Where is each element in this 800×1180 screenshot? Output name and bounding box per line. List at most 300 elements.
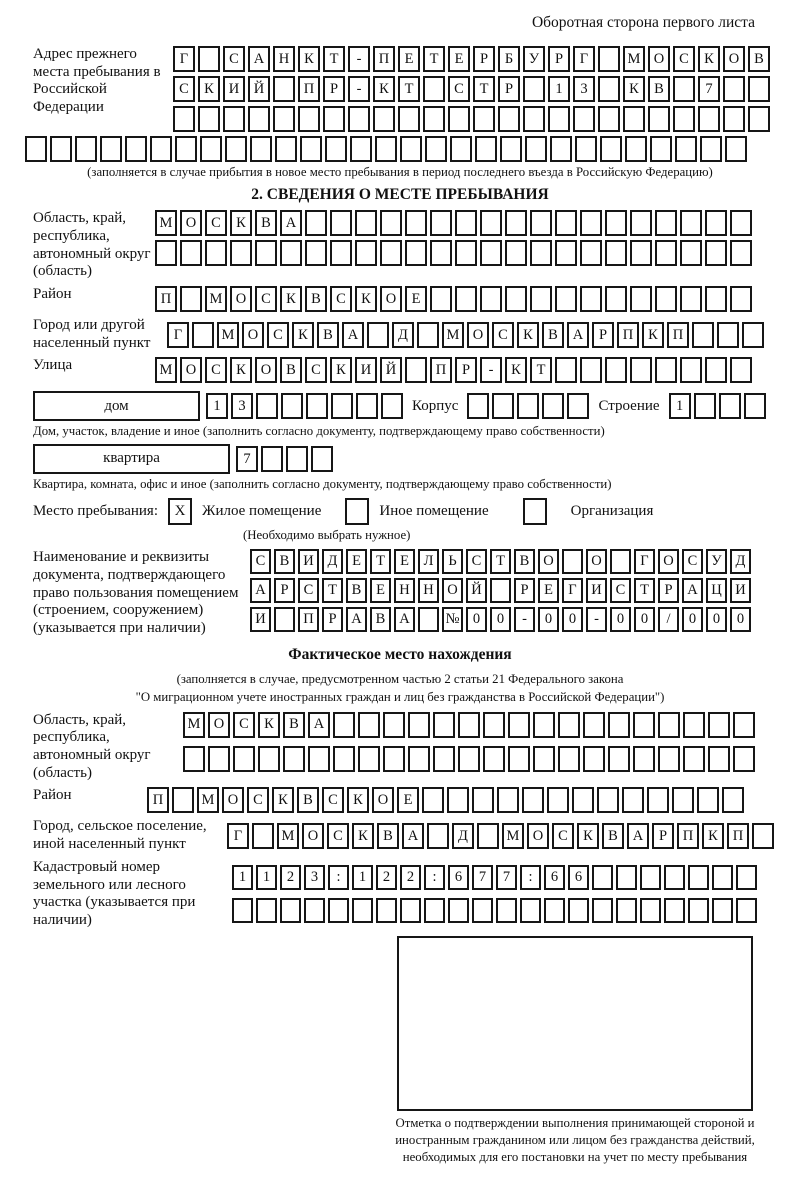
char-cell[interactable]	[308, 746, 330, 772]
char-cell[interactable]	[358, 712, 380, 738]
char-cell[interactable]: Р	[548, 46, 570, 72]
char-cell[interactable]	[597, 787, 619, 813]
char-cell[interactable]: А	[682, 578, 703, 603]
char-cell[interactable]: И	[298, 549, 319, 574]
char-cell[interactable]	[274, 607, 295, 632]
char-cell[interactable]: О	[230, 286, 252, 312]
char-cell[interactable]	[505, 210, 527, 236]
char-cell[interactable]	[230, 240, 252, 266]
char-cell[interactable]: П	[727, 823, 749, 849]
char-cell[interactable]: П	[430, 357, 452, 383]
char-cell[interactable]: О	[372, 787, 394, 813]
char-cell[interactable]: Н	[418, 578, 439, 603]
apartment-box[interactable]: квартира	[33, 444, 230, 474]
char-cell[interactable]	[530, 210, 552, 236]
char-cell[interactable]	[550, 136, 572, 162]
char-cell[interactable]	[723, 106, 745, 132]
char-cell[interactable]	[496, 898, 517, 923]
char-cell[interactable]	[508, 746, 530, 772]
char-cell[interactable]	[605, 357, 627, 383]
char-cell[interactable]: А	[402, 823, 424, 849]
char-cell[interactable]	[305, 240, 327, 266]
char-cell[interactable]: А	[346, 607, 367, 632]
char-cell[interactable]	[333, 746, 355, 772]
char-cell[interactable]	[623, 106, 645, 132]
char-cell[interactable]	[305, 210, 327, 236]
char-cell[interactable]	[688, 865, 709, 890]
char-cell[interactable]	[680, 240, 702, 266]
char-cell[interactable]	[542, 393, 564, 419]
char-cell[interactable]: С	[492, 322, 514, 348]
char-cell[interactable]: У	[523, 46, 545, 72]
char-cell[interactable]	[497, 787, 519, 813]
char-cell[interactable]	[381, 393, 403, 419]
char-cell[interactable]	[555, 210, 577, 236]
char-cell[interactable]: Д	[452, 823, 474, 849]
char-cell[interactable]: К	[352, 823, 374, 849]
char-cell[interactable]	[655, 286, 677, 312]
char-cell[interactable]	[325, 136, 347, 162]
char-cell[interactable]: С	[247, 787, 269, 813]
char-cell[interactable]: Л	[418, 549, 439, 574]
char-cell[interactable]	[455, 286, 477, 312]
char-cell[interactable]: 7	[496, 865, 517, 890]
char-cell[interactable]: 1	[352, 865, 373, 890]
char-cell[interactable]	[558, 712, 580, 738]
char-cell[interactable]	[250, 136, 272, 162]
char-cell[interactable]: 0	[730, 607, 751, 632]
char-cell[interactable]	[477, 823, 499, 849]
char-cell[interactable]	[616, 865, 637, 890]
char-cell[interactable]	[748, 106, 770, 132]
char-cell[interactable]	[373, 106, 395, 132]
char-cell[interactable]: И	[586, 578, 607, 603]
char-cell[interactable]	[300, 136, 322, 162]
char-cell[interactable]: А	[308, 712, 330, 738]
char-cell[interactable]: К	[577, 823, 599, 849]
char-cell[interactable]	[583, 712, 605, 738]
char-cell[interactable]	[555, 357, 577, 383]
char-cell[interactable]	[664, 865, 685, 890]
char-cell[interactable]	[475, 136, 497, 162]
char-cell[interactable]	[375, 136, 397, 162]
char-cell[interactable]	[622, 787, 644, 813]
char-cell[interactable]	[252, 823, 274, 849]
char-cell[interactable]: С	[552, 823, 574, 849]
char-cell[interactable]: 0	[466, 607, 487, 632]
char-cell[interactable]: Т	[370, 549, 391, 574]
char-cell[interactable]: В	[370, 607, 391, 632]
char-cell[interactable]: Е	[405, 286, 427, 312]
char-cell[interactable]: 2	[280, 865, 301, 890]
char-cell[interactable]	[580, 210, 602, 236]
char-cell[interactable]: /	[658, 607, 679, 632]
char-cell[interactable]	[480, 240, 502, 266]
char-cell[interactable]	[672, 787, 694, 813]
char-cell[interactable]	[523, 106, 545, 132]
char-cell[interactable]	[350, 136, 372, 162]
char-cell[interactable]	[417, 322, 439, 348]
char-cell[interactable]	[664, 898, 685, 923]
char-cell[interactable]	[490, 578, 511, 603]
char-cell[interactable]: Т	[530, 357, 552, 383]
char-cell[interactable]	[298, 106, 320, 132]
char-cell[interactable]	[400, 898, 421, 923]
char-cell[interactable]: С	[448, 76, 470, 102]
char-cell[interactable]: Р	[514, 578, 535, 603]
char-cell[interactable]: М	[502, 823, 524, 849]
char-cell[interactable]: -	[480, 357, 502, 383]
char-cell[interactable]	[75, 136, 97, 162]
char-cell[interactable]	[367, 322, 389, 348]
char-cell[interactable]: О	[538, 549, 559, 574]
char-cell[interactable]	[25, 136, 47, 162]
char-cell[interactable]: В	[283, 712, 305, 738]
char-cell[interactable]	[424, 898, 445, 923]
char-cell[interactable]: П	[617, 322, 639, 348]
char-cell[interactable]	[520, 898, 541, 923]
char-cell[interactable]	[730, 210, 752, 236]
char-cell[interactable]: К	[280, 286, 302, 312]
char-cell[interactable]: 7	[698, 76, 720, 102]
char-cell[interactable]: М	[217, 322, 239, 348]
char-cell[interactable]	[405, 240, 427, 266]
char-cell[interactable]: О	[208, 712, 230, 738]
char-cell[interactable]	[455, 240, 477, 266]
char-cell[interactable]	[744, 393, 766, 419]
char-cell[interactable]	[640, 865, 661, 890]
char-cell[interactable]: К	[292, 322, 314, 348]
char-cell[interactable]: О	[586, 549, 607, 574]
char-cell[interactable]: М	[155, 210, 177, 236]
char-cell[interactable]	[562, 549, 583, 574]
char-cell[interactable]	[733, 712, 755, 738]
char-cell[interactable]	[605, 240, 627, 266]
char-cell[interactable]: Г	[167, 322, 189, 348]
char-cell[interactable]	[717, 322, 739, 348]
char-cell[interactable]	[658, 712, 680, 738]
char-cell[interactable]	[447, 787, 469, 813]
char-cell[interactable]: С	[466, 549, 487, 574]
char-cell[interactable]	[500, 136, 522, 162]
char-cell[interactable]: О	[723, 46, 745, 72]
char-cell[interactable]: К	[702, 823, 724, 849]
char-cell[interactable]: Т	[322, 578, 343, 603]
house-box[interactable]: дом	[33, 391, 200, 421]
char-cell[interactable]	[125, 136, 147, 162]
char-cell[interactable]	[258, 746, 280, 772]
char-cell[interactable]: -	[514, 607, 535, 632]
char-cell[interactable]	[330, 210, 352, 236]
char-cell[interactable]	[306, 393, 328, 419]
char-cell[interactable]: Т	[490, 549, 511, 574]
char-cell[interactable]	[630, 357, 652, 383]
char-cell[interactable]: Г	[227, 823, 249, 849]
char-cell[interactable]	[655, 240, 677, 266]
char-cell[interactable]	[533, 712, 555, 738]
char-cell[interactable]	[675, 136, 697, 162]
char-cell[interactable]	[311, 446, 333, 472]
char-cell[interactable]: С	[173, 76, 195, 102]
char-cell[interactable]	[730, 286, 752, 312]
char-cell[interactable]: 0	[706, 607, 727, 632]
char-cell[interactable]	[719, 393, 741, 419]
checkbox-residential[interactable]: X	[168, 498, 192, 525]
char-cell[interactable]	[356, 393, 378, 419]
char-cell[interactable]	[473, 106, 495, 132]
char-cell[interactable]	[355, 210, 377, 236]
char-cell[interactable]	[273, 106, 295, 132]
char-cell[interactable]	[658, 746, 680, 772]
char-cell[interactable]	[548, 106, 570, 132]
char-cell[interactable]: А	[627, 823, 649, 849]
char-cell[interactable]: С	[298, 578, 319, 603]
char-cell[interactable]: П	[147, 787, 169, 813]
char-cell[interactable]	[198, 106, 220, 132]
char-cell[interactable]: -	[348, 46, 370, 72]
char-cell[interactable]	[225, 136, 247, 162]
char-cell[interactable]	[275, 136, 297, 162]
char-cell[interactable]: Т	[423, 46, 445, 72]
char-cell[interactable]	[705, 210, 727, 236]
char-cell[interactable]	[517, 393, 539, 419]
char-cell[interactable]	[331, 393, 353, 419]
char-cell[interactable]: 0	[562, 607, 583, 632]
char-cell[interactable]: Р	[652, 823, 674, 849]
char-cell[interactable]	[647, 787, 669, 813]
checkbox-organization[interactable]	[523, 498, 547, 525]
char-cell[interactable]: Т	[473, 76, 495, 102]
char-cell[interactable]	[281, 393, 303, 419]
char-cell[interactable]	[692, 322, 714, 348]
char-cell[interactable]	[183, 746, 205, 772]
char-cell[interactable]	[630, 240, 652, 266]
char-cell[interactable]: А	[567, 322, 589, 348]
char-cell[interactable]	[430, 240, 452, 266]
char-cell[interactable]: В	[542, 322, 564, 348]
char-cell[interactable]	[280, 240, 302, 266]
char-cell[interactable]: И	[355, 357, 377, 383]
char-cell[interactable]	[427, 823, 449, 849]
char-cell[interactable]	[480, 286, 502, 312]
char-cell[interactable]: Т	[323, 46, 345, 72]
char-cell[interactable]	[472, 898, 493, 923]
char-cell[interactable]	[694, 393, 716, 419]
char-cell[interactable]: Б	[498, 46, 520, 72]
char-cell[interactable]: К	[230, 357, 252, 383]
char-cell[interactable]: С	[610, 578, 631, 603]
char-cell[interactable]	[598, 106, 620, 132]
char-cell[interactable]	[533, 746, 555, 772]
char-cell[interactable]	[430, 286, 452, 312]
char-cell[interactable]	[286, 446, 308, 472]
char-cell[interactable]: К	[198, 76, 220, 102]
char-cell[interactable]: -	[348, 76, 370, 102]
char-cell[interactable]: В	[514, 549, 535, 574]
char-cell[interactable]	[205, 240, 227, 266]
char-cell[interactable]	[633, 712, 655, 738]
char-cell[interactable]: В	[280, 357, 302, 383]
char-cell[interactable]: К	[230, 210, 252, 236]
char-cell[interactable]	[725, 136, 747, 162]
char-cell[interactable]	[730, 357, 752, 383]
char-cell[interactable]	[480, 210, 502, 236]
char-cell[interactable]: В	[377, 823, 399, 849]
char-cell[interactable]	[630, 210, 652, 236]
char-cell[interactable]: 1	[669, 393, 691, 419]
char-cell[interactable]: 0	[490, 607, 511, 632]
char-cell[interactable]	[50, 136, 72, 162]
char-cell[interactable]: 2	[376, 865, 397, 890]
char-cell[interactable]	[448, 106, 470, 132]
char-cell[interactable]: О	[302, 823, 324, 849]
char-cell[interactable]: С	[330, 286, 352, 312]
char-cell[interactable]	[376, 898, 397, 923]
char-cell[interactable]: О	[658, 549, 679, 574]
char-cell[interactable]	[155, 240, 177, 266]
char-cell[interactable]	[467, 393, 489, 419]
char-cell[interactable]: №	[442, 607, 463, 632]
char-cell[interactable]	[655, 210, 677, 236]
char-cell[interactable]: 7	[236, 446, 258, 472]
char-cell[interactable]: Р	[322, 607, 343, 632]
char-cell[interactable]	[705, 357, 727, 383]
char-cell[interactable]: Р	[274, 578, 295, 603]
char-cell[interactable]	[742, 322, 764, 348]
char-cell[interactable]: Й	[466, 578, 487, 603]
char-cell[interactable]: 0	[538, 607, 559, 632]
char-cell[interactable]: К	[505, 357, 527, 383]
char-cell[interactable]	[712, 898, 733, 923]
char-cell[interactable]	[380, 240, 402, 266]
char-cell[interactable]: В	[317, 322, 339, 348]
char-cell[interactable]	[616, 898, 637, 923]
char-cell[interactable]	[573, 106, 595, 132]
char-cell[interactable]: К	[330, 357, 352, 383]
char-cell[interactable]: С	[327, 823, 349, 849]
char-cell[interactable]: 3	[304, 865, 325, 890]
char-cell[interactable]	[150, 136, 172, 162]
char-cell[interactable]	[175, 136, 197, 162]
char-cell[interactable]	[580, 357, 602, 383]
char-cell[interactable]: И	[730, 578, 751, 603]
char-cell[interactable]	[633, 746, 655, 772]
char-cell[interactable]: С	[305, 357, 327, 383]
char-cell[interactable]: М	[442, 322, 464, 348]
char-cell[interactable]: Р	[592, 322, 614, 348]
char-cell[interactable]: М	[155, 357, 177, 383]
char-cell[interactable]	[192, 322, 214, 348]
char-cell[interactable]	[680, 357, 702, 383]
char-cell[interactable]: С	[255, 286, 277, 312]
char-cell[interactable]: Р	[323, 76, 345, 102]
char-cell[interactable]: Н	[273, 46, 295, 72]
char-cell[interactable]: 3	[231, 393, 253, 419]
char-cell[interactable]	[430, 210, 452, 236]
char-cell[interactable]	[423, 106, 445, 132]
char-cell[interactable]	[223, 106, 245, 132]
char-cell[interactable]: К	[623, 76, 645, 102]
char-cell[interactable]	[405, 357, 427, 383]
char-cell[interactable]: У	[706, 549, 727, 574]
char-cell[interactable]	[256, 393, 278, 419]
char-cell[interactable]: С	[205, 357, 227, 383]
char-cell[interactable]	[330, 240, 352, 266]
char-cell[interactable]: П	[298, 607, 319, 632]
char-cell[interactable]	[630, 286, 652, 312]
char-cell[interactable]	[705, 286, 727, 312]
char-cell[interactable]	[304, 898, 325, 923]
char-cell[interactable]: Д	[322, 549, 343, 574]
char-cell[interactable]: М	[205, 286, 227, 312]
char-cell[interactable]	[483, 712, 505, 738]
char-cell[interactable]: Д	[392, 322, 414, 348]
char-cell[interactable]	[508, 712, 530, 738]
char-cell[interactable]	[422, 787, 444, 813]
char-cell[interactable]	[673, 106, 695, 132]
checkbox-other-premises[interactable]	[345, 498, 369, 525]
char-cell[interactable]: Е	[370, 578, 391, 603]
char-cell[interactable]	[273, 76, 295, 102]
char-cell[interactable]	[722, 787, 744, 813]
char-cell[interactable]	[568, 898, 589, 923]
char-cell[interactable]: 6	[568, 865, 589, 890]
char-cell[interactable]	[180, 286, 202, 312]
char-cell[interactable]	[608, 712, 630, 738]
char-cell[interactable]	[544, 898, 565, 923]
char-cell[interactable]: Е	[397, 787, 419, 813]
char-cell[interactable]: В	[346, 578, 367, 603]
char-cell[interactable]: 0	[682, 607, 703, 632]
char-cell[interactable]	[547, 787, 569, 813]
char-cell[interactable]: С	[250, 549, 271, 574]
char-cell[interactable]: Й	[380, 357, 402, 383]
char-cell[interactable]: -	[586, 607, 607, 632]
char-cell[interactable]	[730, 240, 752, 266]
char-cell[interactable]	[425, 136, 447, 162]
char-cell[interactable]	[492, 393, 514, 419]
char-cell[interactable]	[100, 136, 122, 162]
char-cell[interactable]: С	[223, 46, 245, 72]
char-cell[interactable]	[483, 746, 505, 772]
char-cell[interactable]: Г	[634, 549, 655, 574]
char-cell[interactable]	[433, 746, 455, 772]
char-cell[interactable]: В	[648, 76, 670, 102]
char-cell[interactable]: Ь	[442, 549, 463, 574]
char-cell[interactable]	[583, 746, 605, 772]
char-cell[interactable]: Г	[573, 46, 595, 72]
char-cell[interactable]	[608, 746, 630, 772]
char-cell[interactable]: И	[223, 76, 245, 102]
char-cell[interactable]: В	[602, 823, 624, 849]
char-cell[interactable]	[748, 76, 770, 102]
char-cell[interactable]	[733, 746, 755, 772]
char-cell[interactable]: 1	[548, 76, 570, 102]
char-cell[interactable]	[232, 898, 253, 923]
char-cell[interactable]	[352, 898, 373, 923]
char-cell[interactable]	[688, 898, 709, 923]
char-cell[interactable]	[418, 607, 439, 632]
char-cell[interactable]: А	[342, 322, 364, 348]
char-cell[interactable]	[697, 787, 719, 813]
char-cell[interactable]	[328, 898, 349, 923]
char-cell[interactable]: К	[272, 787, 294, 813]
char-cell[interactable]: Р	[658, 578, 679, 603]
char-cell[interactable]: М	[277, 823, 299, 849]
char-cell[interactable]: Н	[394, 578, 415, 603]
char-cell[interactable]	[673, 76, 695, 102]
char-cell[interactable]: А	[280, 210, 302, 236]
